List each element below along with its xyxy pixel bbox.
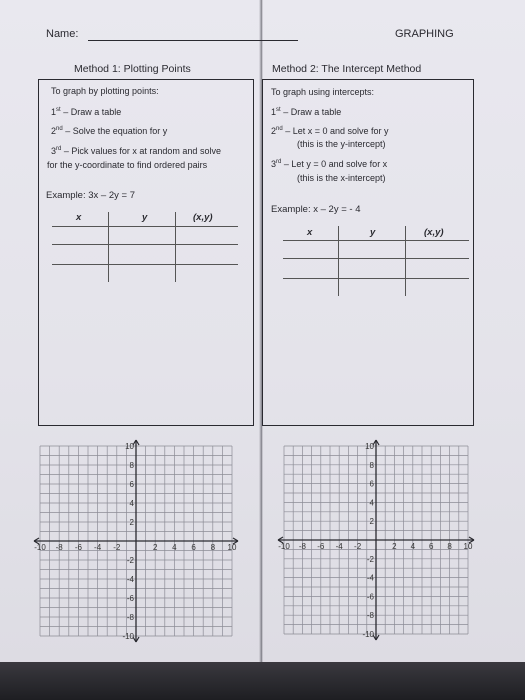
y-tick-label: 2 [129, 518, 134, 527]
y-tick-label: -6 [366, 592, 374, 602]
x-tick-label: -8 [298, 542, 306, 551]
table2-header-y: y [370, 227, 376, 238]
x-tick-label: -8 [55, 543, 63, 552]
y-tick-label: 6 [369, 479, 374, 489]
x-tick-label: 6 [191, 543, 196, 552]
y-tick-label: -10 [362, 630, 374, 639]
method2-step2: 2nd – Let x = 0 and solve for y [271, 126, 389, 136]
method1-title: Method 1: Plotting Points [74, 63, 191, 75]
x-tick-label: -4 [335, 542, 343, 551]
table1-header-xy: (x,y) [193, 212, 213, 223]
method2-intro: To graph using intercepts: [271, 87, 375, 97]
y-tick-label: 4 [369, 498, 374, 508]
method1-example: Example: 3x – 2y = 7 [46, 190, 135, 201]
x-tick-label: 8 [447, 542, 452, 551]
x-tick-label: 2 [152, 543, 158, 552]
method1-step3-cont: for the y-coordinate to find ordered pairs [47, 160, 208, 170]
x-tick-label: 10 [463, 542, 473, 551]
y-tick-label: 10 [125, 442, 134, 451]
x-tick-label: -6 [74, 543, 82, 552]
y-tick-label: -4 [126, 575, 134, 584]
y-tick-label: -2 [126, 556, 134, 565]
method2-step2-cont: (this is the y-intercept) [297, 139, 386, 149]
x-tick-label: -10 [34, 543, 46, 552]
x-tick-label: 10 [227, 543, 237, 552]
y-tick-label: 10 [365, 442, 374, 451]
method1-step1: 1st – Draw a table [51, 107, 122, 117]
method1-step3: 3rd – Pick values for x at random and solve [51, 146, 221, 156]
x-tick-label: 6 [428, 542, 434, 551]
table1-header-x: x [76, 212, 82, 223]
y-tick-label: 2 [369, 517, 374, 527]
table1-header-y: y [142, 212, 148, 223]
x-tick-label: -2 [113, 543, 121, 552]
y-tick-label: 4 [129, 499, 134, 508]
method1-step2: 2nd – Solve the equation for y [51, 126, 168, 136]
y-tick-label: 8 [369, 460, 374, 470]
page-title: GRAPHING [395, 28, 454, 40]
name-label: Name: [46, 28, 79, 40]
x-tick-label: -2 [354, 542, 362, 551]
y-tick-label: -2 [366, 554, 374, 564]
x-tick-label: 8 [210, 543, 216, 552]
x-tick-label: 4 [172, 543, 177, 552]
method1-intro: To graph by plotting points: [51, 86, 159, 96]
y-tick-label: -6 [126, 594, 134, 603]
method2-example: Example: x – 2y = - 4 [271, 204, 361, 215]
y-tick-label: 6 [129, 480, 134, 489]
x-tick-label: -6 [317, 542, 325, 551]
table2-header-x: x [307, 227, 313, 238]
x-tick-label: 2 [392, 542, 397, 551]
table2-header-xy: (x,y) [424, 227, 444, 238]
y-tick-label: 8 [129, 461, 134, 470]
y-tick-label: -10 [122, 632, 134, 641]
x-tick-label: -4 [94, 543, 102, 552]
y-tick-label: -8 [126, 613, 134, 622]
y-tick-label: -8 [366, 611, 374, 621]
method2-title: Method 2: The Intercept Method [272, 63, 422, 75]
y-tick-label: -4 [366, 573, 374, 583]
method2-step1: 1st – Draw a table [271, 107, 342, 117]
x-tick-label: -10 [278, 542, 290, 551]
method2-step3: 3rd – Let y = 0 and solve for x [271, 159, 388, 169]
x-tick-label: 4 [410, 542, 416, 551]
method2-step3-cont: (this is the x-intercept) [297, 173, 386, 183]
